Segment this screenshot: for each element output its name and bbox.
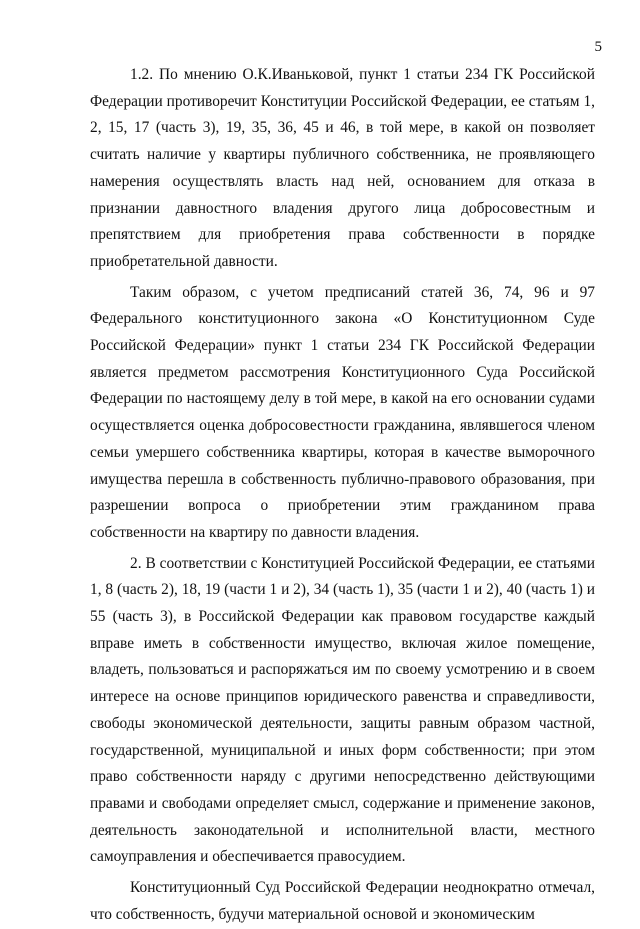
- page-number: 5: [594, 39, 602, 55]
- paragraph-subject-of-review: Таким образом, с учетом предписаний статей 36, 74, 96 и 97 Федерального конституционного закона «О Конституционном Суде Российской Федерации» пункт 1 статьи 234 ГК Российской Федерации является предметом рассмотрения Конституционного Суда Российской Федерации по настоящему делу в той мере, в какой на его основании судами осуществляется оценка добросовестности гражданина, являвшегося членом семьи умершего собственника квартиры, которая в качестве выморочного имущества перешла в собственность публично-правового образования, при разрешении вопроса о приобретении этим гражданином права собственности на квартиру по давности владения.: [90, 283, 595, 541]
- paragraph-2-constitutional-provisions: 2. В соответствии с Конституцией Российской Федерации, ее статьями 1, 8 (часть 2), 18, 19 (части 1 и 2), 34 (часть 1), 35 (части 1 и 2), 40 (часть 1) и 55 (часть 3), в Российской Федерации как правовом государстве каждый вправе иметь в собственности имущество, включая жилое помещение, владеть, пользоваться и распоряжаться им по своему усмотрению и в своем интересе на основе принципов юридического равенства и справедливости, свободы экономической деятельности, защиты равным образом частной, государственной, муниципальной и иных форм собственности; при этом право собственности наряду с другими непосредственно действующими правами и свободами определяет смысл, содержание и применение законов, деятельность законодательной и исполнительной власти, местного самоуправления и обеспечивается правосудием.: [90, 554, 595, 866]
- paragraph-1-2-ivankova-position: 1.2. По мнению О.К.Иваньковой, пункт 1 статьи 234 ГК Российской Федерации противоречит Конституции Российской Федерации, ее статьям 1, 2, 15, 17 (часть 3), 19, 35, 36, 45 и 46, в той мере, в какой он позволяет считать наличие у квартиры публичного собственника, не проявляющего намерения осуществлять власть над ней, основанием для отказа в признании давностного владения другого лица добросовестным и препятствием для приобретения права собственности в порядке приобретательной давности.: [90, 66, 595, 270]
- document-body: [90, 62, 595, 929]
- paragraph-court-noted: Конституционный Суд Российской Федерации неоднократно отмечал, что собственность, будучи материальной основой и экономическим: [90, 879, 595, 923]
